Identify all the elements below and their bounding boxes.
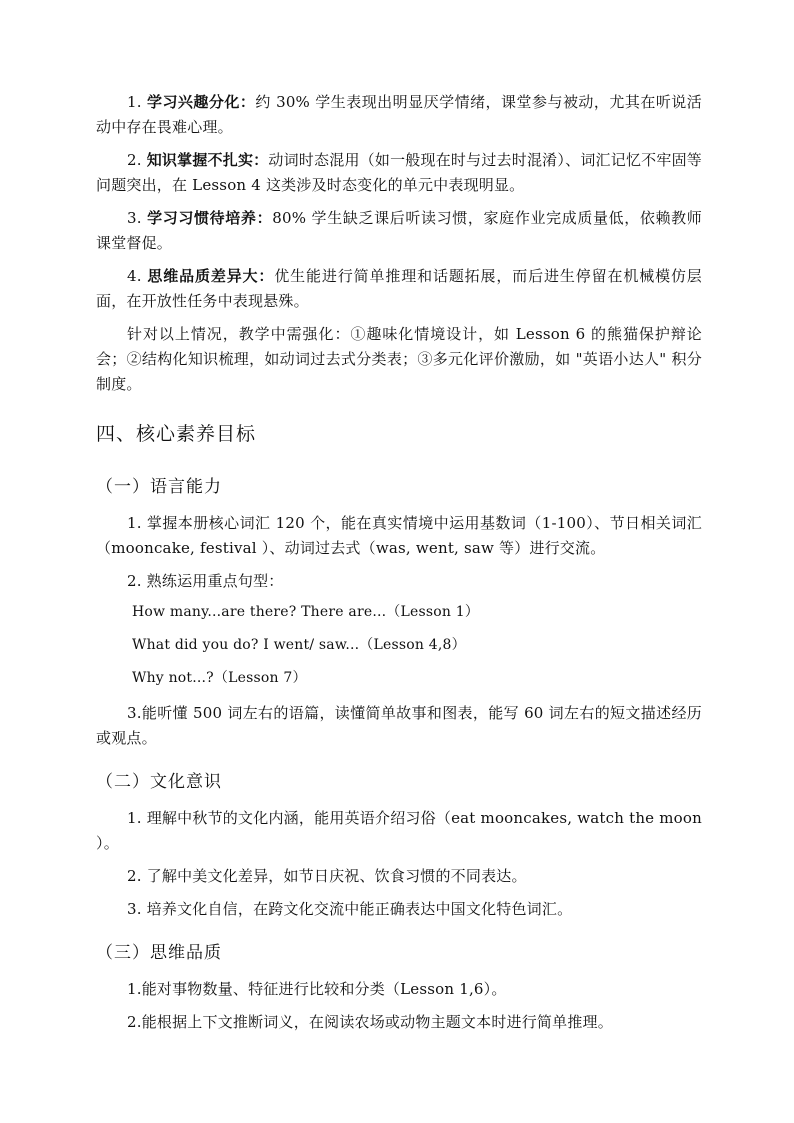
subsection-heading-culture: （二）文化意识 (96, 772, 222, 792)
thinking-goal-2: 2.能根据上下文推断词义，在阅读农场或动物主题文本时进行简单推理。 (127, 1013, 613, 1031)
culture-goal-3: 3. 培养文化自信，在跨文化交流中能正确表达中国文化特色词汇。 (127, 900, 573, 918)
item-body: 约 30% 学生表现出明显厌学情绪，课堂参与被动，尤其在听说活动中存在畏难心理。 (96, 93, 702, 136)
culture-goal-1: 1. 理解中秋节的文化内涵，能用英语介绍习俗（eat mooncakes, watch the moon ）。 (96, 809, 702, 852)
item-body: 动词时态混用（如一般现在时与过去时混淆）、词汇记忆不牢固等问题突出，在 Lesson 4 这类涉及时态变化的单元中表现明显。 (96, 151, 702, 194)
item-number: 2. (127, 151, 142, 169)
document-page (96, 90, 702, 1043)
item-heading: 学习兴趣分化： (146, 93, 256, 111)
subsection-heading-thinking: （三）思维品质 (96, 943, 222, 963)
section-heading: 四、核心素养目标 (96, 423, 257, 445)
analysis-item-1 (96, 90, 702, 140)
sentence-pattern-3: Why not...?（Lesson 7） (132, 670, 307, 686)
item-number: 3. (127, 209, 142, 227)
language-goal-3: 3.能听懂 500 词左右的语篇，读懂简单故事和图表，能写 60 词左右的短文描述经历或观点。 (96, 704, 702, 747)
language-goal-2: 2. 熟练运用重点句型： (127, 572, 284, 590)
item-number: 1. (127, 93, 142, 111)
analysis-item-2 (96, 148, 702, 198)
sentence-pattern-1: How many...are there? There are...（Lesson 1） (132, 604, 480, 620)
analysis-summary: 针对以上情况，教学中需强化：①趣味化情境设计，如 Lesson 6 的熊猫保护辩论会；②结构化知识梳理，如动词过去式分类表；③多元化评价激励，如 "英语小达人" 积分制度。 (96, 325, 702, 393)
item-body: 优生能进行简单推理和话题拓展，而后进生停留在机械模仿层面，在开放性任务中表现悬殊。 (96, 267, 703, 310)
item-number: 4. (127, 267, 142, 285)
thinking-goal-1: 1.能对事物数量、特征进行比较和分类（Lesson 1,6）。 (127, 980, 507, 998)
sentence-pattern-2: What did you do? I went/ saw...（Lesson 4,8） (132, 637, 466, 653)
item-heading: 学习习惯待培养： (147, 209, 273, 227)
language-goal-1: 1. 掌握本册核心词汇 120 个，能在真实情境中运用基数词（1-100）、节日相关词汇（mooncake, festival ）、动词过去式（was, went, saw 等）进行交流。 (96, 514, 702, 557)
subsection-heading-language: （一）语言能力 (96, 477, 222, 497)
item-body: 80% 学生缺乏课后听读习惯，家庭作业完成质量低，依赖教师课堂督促。 (96, 209, 702, 252)
analysis-item-4 (96, 264, 702, 314)
culture-goal-2: 2. 了解中美文化差异，如节日庆祝、饮食习惯的不同表达。 (127, 867, 527, 885)
item-heading: 思维品质差异大： (147, 267, 275, 285)
analysis-item-3 (96, 206, 702, 256)
item-heading: 知识掌握不扎实： (146, 151, 269, 169)
